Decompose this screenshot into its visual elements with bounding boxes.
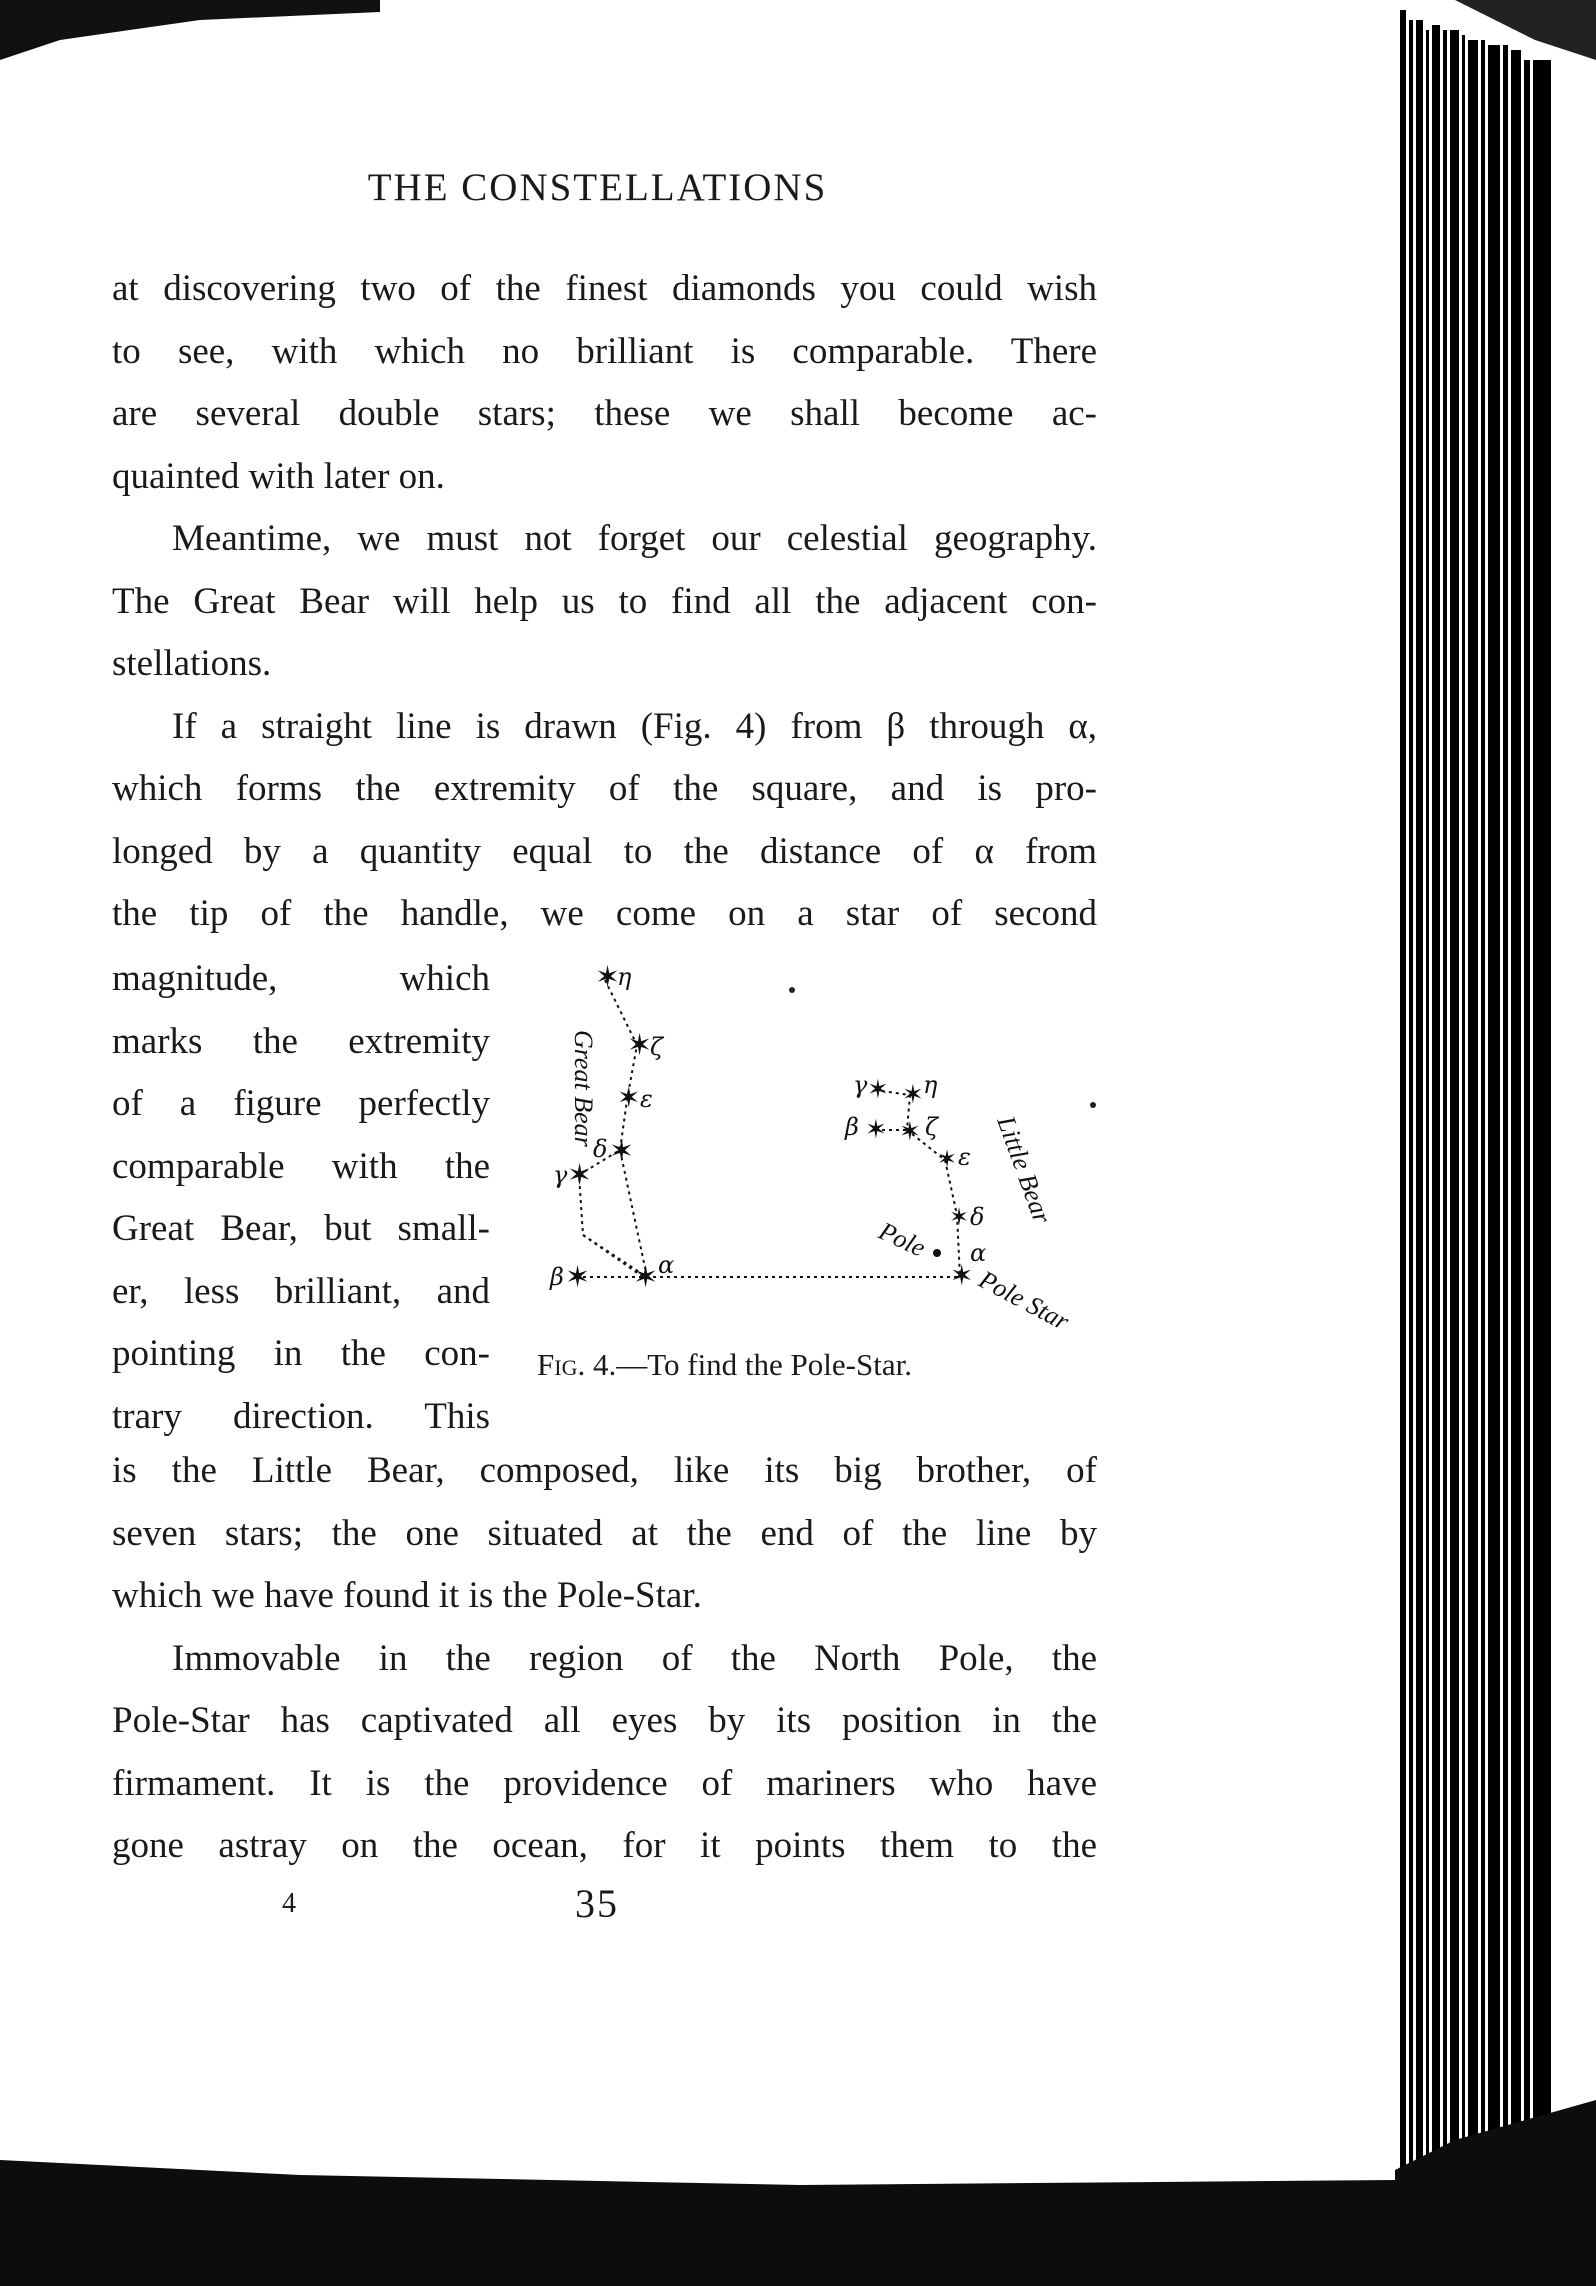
text-line: longed by a quantity equal to the distance of α from (112, 830, 1097, 872)
greek-label: η (617, 963, 632, 991)
great-bear-star-icon: ✶ (595, 961, 621, 994)
little-bear-star-icon: ✶ (865, 1115, 887, 1144)
great-bear-star-icon: ✶ (609, 1135, 635, 1168)
text-line: Pole-Star has captivated all eyes by its position in the (112, 1700, 1097, 1741)
figure-4 (515, 955, 1100, 1395)
running-head: THE CONSTELLATIONS (367, 166, 828, 209)
page-number: 35 (575, 1881, 619, 1926)
text-line: magnitude, which (112, 958, 490, 999)
greek-label: γ (853, 1071, 868, 1099)
greek-label: α (970, 1239, 987, 1267)
figure-caption (537, 1347, 1097, 1383)
text-line: Immovable in the region of the North Pole, the (172, 1637, 1097, 1679)
little-bear-label: Little Bear (991, 1112, 1057, 1228)
great-bear-star-icon: ✶ (633, 1261, 659, 1294)
greek-label: ζ (925, 1113, 939, 1141)
text-line: is the Little Bear, composed, like its big brother, of (112, 1450, 1097, 1491)
text-line: are several double stars; these we shall become ac- (112, 393, 1097, 434)
great-bear-star-icon: ✶ (617, 1083, 641, 1114)
text-line: firmament. It is the providence of mariners who have (112, 1762, 1097, 1804)
book-page-edges (1395, 0, 1596, 2286)
page-edge-bottom (0, 2130, 1596, 2286)
great-bear-label: Great Bear (569, 1030, 598, 1147)
text-line: stellations. (112, 643, 272, 684)
text-line: seven stars; the one situated at the end of the line by (112, 1512, 1097, 1554)
text-line: If a straight line is drawn (Fig. 4) from β through α, (172, 705, 1097, 747)
text-line: which forms the extremity of the square, and is pro- (112, 768, 1097, 809)
greek-label: δ (593, 1135, 608, 1163)
greek-label: β (845, 1113, 859, 1141)
text-line: pointing in the con- (112, 1333, 490, 1374)
text-line: to see, with which no brilliant is comparable. There (112, 330, 1097, 372)
great-bear-star-icon: ✶ (627, 1029, 653, 1062)
little-bear-star-icon: ✶ (937, 1147, 958, 1173)
greek-label: ζ (650, 1033, 664, 1061)
lower-text-block (112, 1440, 1097, 1878)
text-line: quainted with later on. (112, 455, 445, 497)
figure-caption-text: —To find the Pole-Star. (616, 1347, 912, 1382)
narrow-text-block (112, 948, 490, 1448)
greek-label: γ (553, 1161, 568, 1189)
greek-label: α (658, 1251, 675, 1279)
little-bear-star-icon: ✶ (899, 1117, 921, 1146)
text-line: er, less brilliant, and (112, 1270, 490, 1312)
little-bear-star-icon: ✶ (902, 1080, 924, 1109)
upper-text-block (112, 258, 1097, 946)
pole-label: Pole (874, 1216, 930, 1263)
text-line: Meantime, we must not forget our celestial geography. (172, 518, 1097, 559)
signature-mark: 4 (282, 1888, 296, 1919)
pole-star-icon: ✶ (950, 1261, 974, 1292)
greek-label: ε (958, 1143, 971, 1171)
great-bear-star-icon: ✶ (565, 1261, 591, 1294)
text-line: at discovering two of the finest diamonds you could wish (112, 268, 1097, 309)
text-line: which we have found it is the Pole-Star. (112, 1575, 702, 1616)
text-line: trary direction. This (112, 1395, 490, 1437)
figure-caption-prefix: Fig. 4. (537, 1347, 617, 1382)
little-bear-star-icon: ✶ (867, 1075, 889, 1104)
text-line: the tip of the handle, we come on a star of second (112, 893, 1097, 934)
greek-label: ε (640, 1085, 653, 1113)
greek-label: β (550, 1263, 564, 1291)
pole-star-label: Pole Star (974, 1264, 1074, 1337)
text-line: marks the extremity (112, 1020, 490, 1062)
text-line: Great Bear, but small- (112, 1208, 490, 1249)
text-line: of a figure perfectly (112, 1083, 490, 1124)
greek-label: η (923, 1071, 938, 1099)
text-line: comparable with the (112, 1145, 490, 1187)
text-line: gone astray on the ocean, for it points them to the (112, 1825, 1097, 1866)
greek-label: δ (970, 1203, 985, 1231)
great-bear-star-icon: ✶ (567, 1159, 593, 1192)
little-bear-star-icon: ✶ (949, 1205, 970, 1231)
page-edge-top (0, 0, 1596, 80)
pole-point (933, 1249, 941, 1257)
star-chart (515, 955, 1100, 1345)
text-line: The Great Bear will help us to find all the adjacent con- (112, 580, 1097, 622)
